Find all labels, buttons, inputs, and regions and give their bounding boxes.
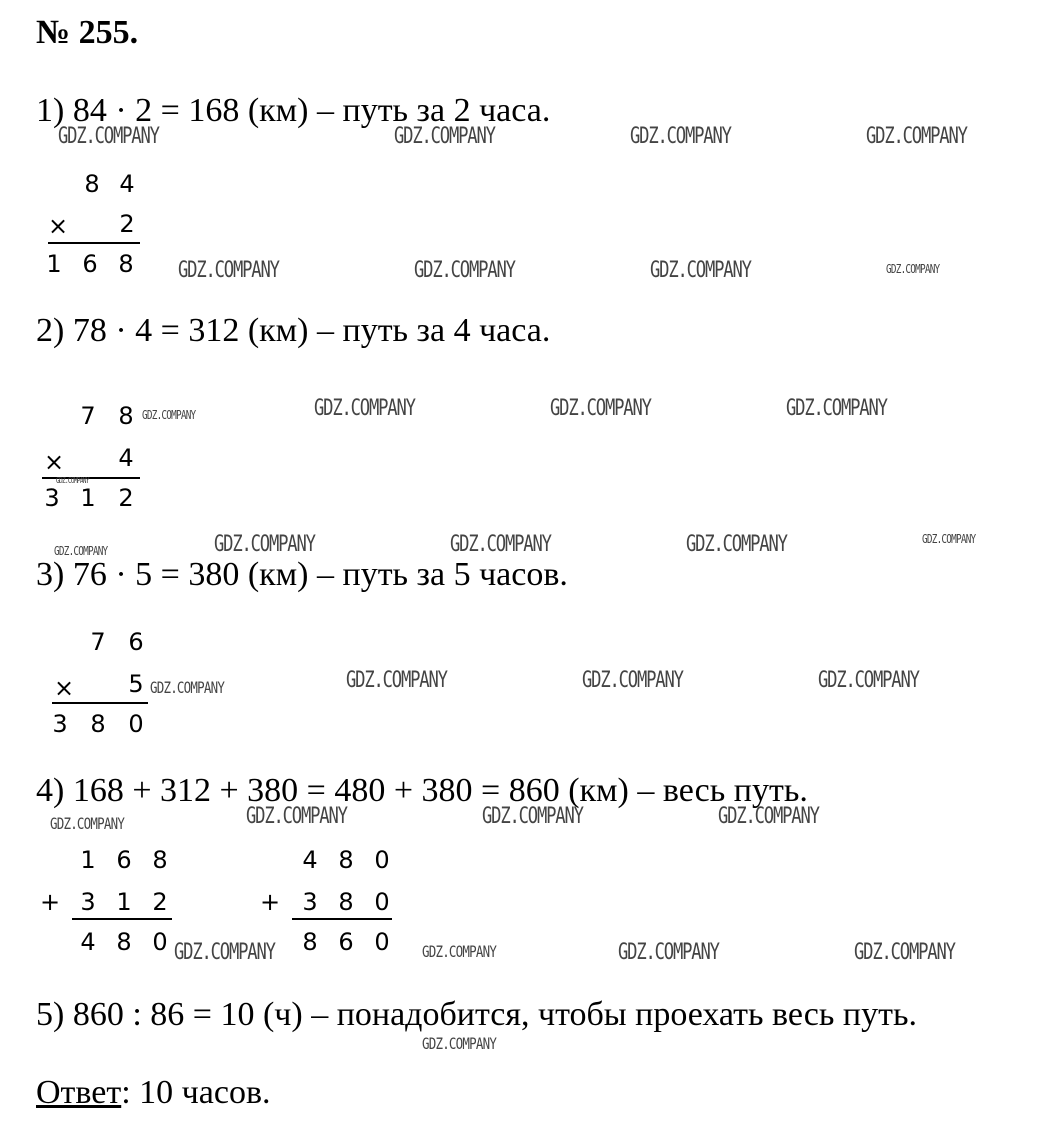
answer-label: Ответ: [36, 1074, 122, 1111]
watermark: GDZ.COMPANY: [886, 262, 940, 276]
sum-line: [48, 242, 140, 244]
watermark: GDZ.COMPANY: [786, 396, 887, 421]
watermark: GDZ.COMPANY: [550, 396, 651, 421]
watermark: GDZ.COMPANY: [56, 476, 89, 485]
digit: 8: [152, 846, 168, 874]
digit: 7: [80, 402, 96, 430]
digit: 3: [80, 888, 96, 916]
digit: 8: [302, 928, 318, 956]
watermark: GDZ.COMPANY: [54, 544, 108, 558]
digit: 8: [118, 250, 134, 278]
digit: 7: [90, 628, 106, 656]
sum-line: [52, 702, 148, 704]
digit: 8: [116, 928, 132, 956]
digit: 1: [116, 888, 132, 916]
watermark: GDZ.COMPANY: [866, 124, 967, 149]
watermark: GDZ.COMPANY: [50, 814, 125, 833]
digit: 2: [118, 484, 134, 512]
watermark: GDZ.COMPANY: [346, 668, 447, 693]
digit: 2: [152, 888, 168, 916]
digit: 1: [80, 846, 96, 874]
step-3: 3) 76 · 5 = 380 (км) – путь за 5 часов.: [36, 556, 568, 593]
watermark: GDZ.COMPANY: [178, 258, 279, 283]
digit: 4: [118, 444, 134, 472]
watermark: GDZ.COMPANY: [314, 396, 415, 421]
operator: +: [260, 888, 281, 916]
digit: 4: [302, 846, 318, 874]
watermark: GDZ.COMPANY: [142, 408, 196, 422]
watermark: GDZ.COMPANY: [482, 804, 583, 829]
watermark: GDZ.COMPANY: [582, 668, 683, 693]
watermark: GDZ.COMPANY: [414, 258, 515, 283]
digit: 6: [82, 250, 98, 278]
digit: 1: [80, 484, 96, 512]
digit: 0: [374, 846, 390, 874]
operator: +: [40, 888, 61, 916]
sum-line: [292, 918, 392, 920]
watermark: GDZ.COMPANY: [854, 940, 955, 965]
digit: 6: [338, 928, 354, 956]
problem-title: № 255.: [36, 14, 139, 51]
watermark: GDZ.COMPANY: [422, 1034, 497, 1053]
digit: 3: [44, 484, 60, 512]
digit: 8: [118, 402, 134, 430]
digit: 3: [52, 710, 68, 738]
watermark: GDZ.COMPANY: [214, 532, 315, 557]
sum-line: [72, 918, 172, 920]
watermark: GDZ.COMPANY: [818, 668, 919, 693]
digit: 2: [119, 210, 135, 238]
answer-text: : 10 часов.: [121, 1074, 271, 1111]
watermark: GDZ.COMPANY: [450, 532, 551, 557]
step-4: 4) 168 + 312 + 380 = 480 + 380 = 860 (км) – весь путь.: [36, 772, 808, 809]
digit: 6: [128, 628, 144, 656]
step-1: 1) 84 · 2 = 168 (км) – путь за 2 часа.: [36, 92, 551, 129]
digit: 6: [116, 846, 132, 874]
watermark: GDZ.COMPANY: [630, 124, 731, 149]
operator: ×: [44, 448, 65, 476]
digit: 0: [152, 928, 168, 956]
step-5: 5) 860 : 86 = 10 (ч) – понадобится, чтобы проехать весь путь.: [36, 996, 917, 1033]
watermark: GDZ.COMPANY: [718, 804, 819, 829]
answer: [36, 1074, 271, 1112]
digit: 4: [119, 170, 135, 198]
digit: 8: [84, 170, 100, 198]
digit: 8: [338, 888, 354, 916]
digit: 0: [374, 928, 390, 956]
digit: 3: [302, 888, 318, 916]
digit: 1: [46, 250, 62, 278]
watermark: GDZ.COMPANY: [686, 532, 787, 557]
watermark: GDZ.COMPANY: [422, 942, 497, 961]
watermark: GDZ.COMPANY: [650, 258, 751, 283]
digit: 5: [128, 670, 144, 698]
watermark: GDZ.COMPANY: [618, 940, 719, 965]
digit: 0: [128, 710, 144, 738]
digit: 4: [80, 928, 96, 956]
watermark: GDZ.COMPANY: [58, 124, 159, 149]
operator: ×: [48, 212, 69, 240]
step-2: 2) 78 · 4 = 312 (км) – путь за 4 часа.: [36, 312, 551, 349]
digit: 0: [374, 888, 390, 916]
digit: 8: [90, 710, 106, 738]
watermark: GDZ.COMPANY: [922, 532, 976, 546]
watermark: GDZ.COMPANY: [246, 804, 347, 829]
watermark: GDZ.COMPANY: [394, 124, 495, 149]
watermark: GDZ.COMPANY: [150, 678, 225, 697]
digit: 8: [338, 846, 354, 874]
watermark: GDZ.COMPANY: [174, 940, 275, 965]
operator: ×: [54, 674, 75, 702]
